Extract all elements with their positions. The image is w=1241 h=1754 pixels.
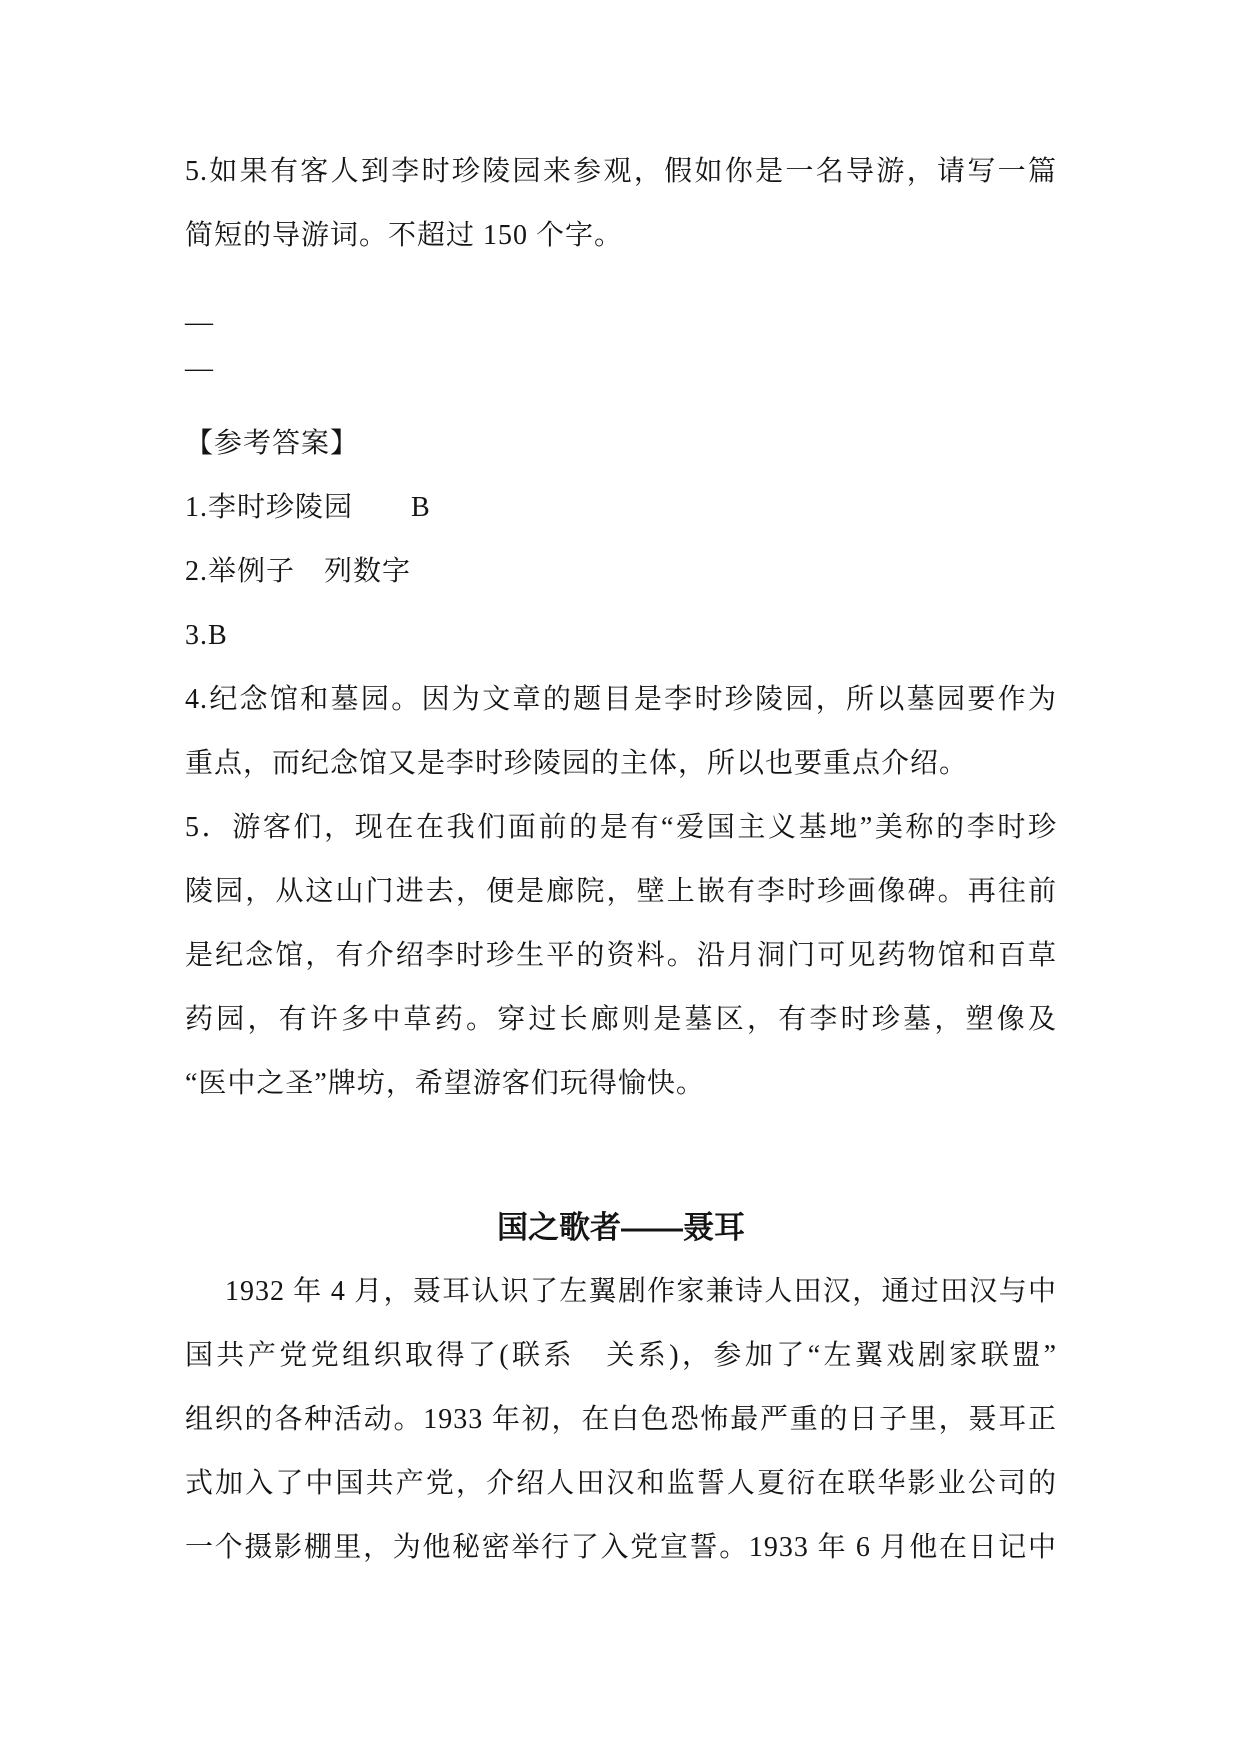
article-title: 国之歌者——聂耳 bbox=[497, 1210, 745, 1245]
article-line: 国共产党党组织取得了(联系 关系)，参加了“左翼戏剧家联盟” bbox=[185, 1340, 1057, 1371]
answer-line: 是纪念馆，有介绍李时珍生平的资料。沿月洞门可见药物馆和百草 bbox=[185, 940, 1057, 971]
answer-line: 重点，而纪念馆又是李时珍陵园的主体，所以也要重点介绍。 bbox=[185, 748, 969, 779]
answer-blank-lines bbox=[185, 300, 1057, 392]
answer-line: 1.李时珍陵园 B bbox=[185, 492, 431, 523]
question-line: 简短的导游词。不超过 150 个字。 bbox=[185, 220, 624, 251]
question-line: 5.如果有客人到李时珍陵园来参观，假如你是一名导游，请写一篇 bbox=[185, 156, 1057, 187]
answer-key-section bbox=[185, 412, 1057, 1116]
blank-answer-dash: — bbox=[185, 307, 213, 338]
answer-line: 4.纪念馆和墓园。因为文章的题目是李时珍陵园，所以墓园要作为 bbox=[185, 684, 1057, 715]
answer-key-header: 【参考答案】 bbox=[185, 428, 360, 459]
article-line: 式加入了中国共产党，介绍人田汉和监誓人夏衍在联华影业公司的 bbox=[185, 1468, 1057, 1499]
article-line: 组织的各种活动。1933 年初，在白色恐怖最严重的日子里，聂耳正 bbox=[185, 1404, 1057, 1435]
answer-line: 5．游客们，现在在我们面前的是有“爱国主义基地”美称的李时珍 bbox=[185, 812, 1057, 843]
answer-line: 药园，有许多中草药。穿过长廊则是墓区，有李时珍墓，塑像及 bbox=[185, 1004, 1057, 1035]
blank-answer-dash: — bbox=[185, 353, 213, 384]
text-column bbox=[185, 140, 1057, 1580]
article-line: 一个摄影棚里，为他秘密举行了入党宣誓。1933 年 6 月他在日记中 bbox=[185, 1532, 1057, 1563]
article-line: 1932 年 4 月，聂耳认识了左翼剧作家兼诗人田汉，通过田汉与中 bbox=[225, 1276, 1057, 1307]
answer-line: 陵园，从这山门进去，便是廊院，壁上嵌有李时珍画像碑。再往前 bbox=[185, 876, 1057, 907]
answer-line: 2.举例子 列数字 bbox=[185, 556, 412, 587]
article-section bbox=[185, 1196, 1057, 1580]
question-section bbox=[185, 140, 1057, 268]
answer-line: 3.B bbox=[185, 620, 228, 651]
answer-line: “医中之圣”牌坊，希望游客们玩得愉快。 bbox=[185, 1068, 705, 1099]
